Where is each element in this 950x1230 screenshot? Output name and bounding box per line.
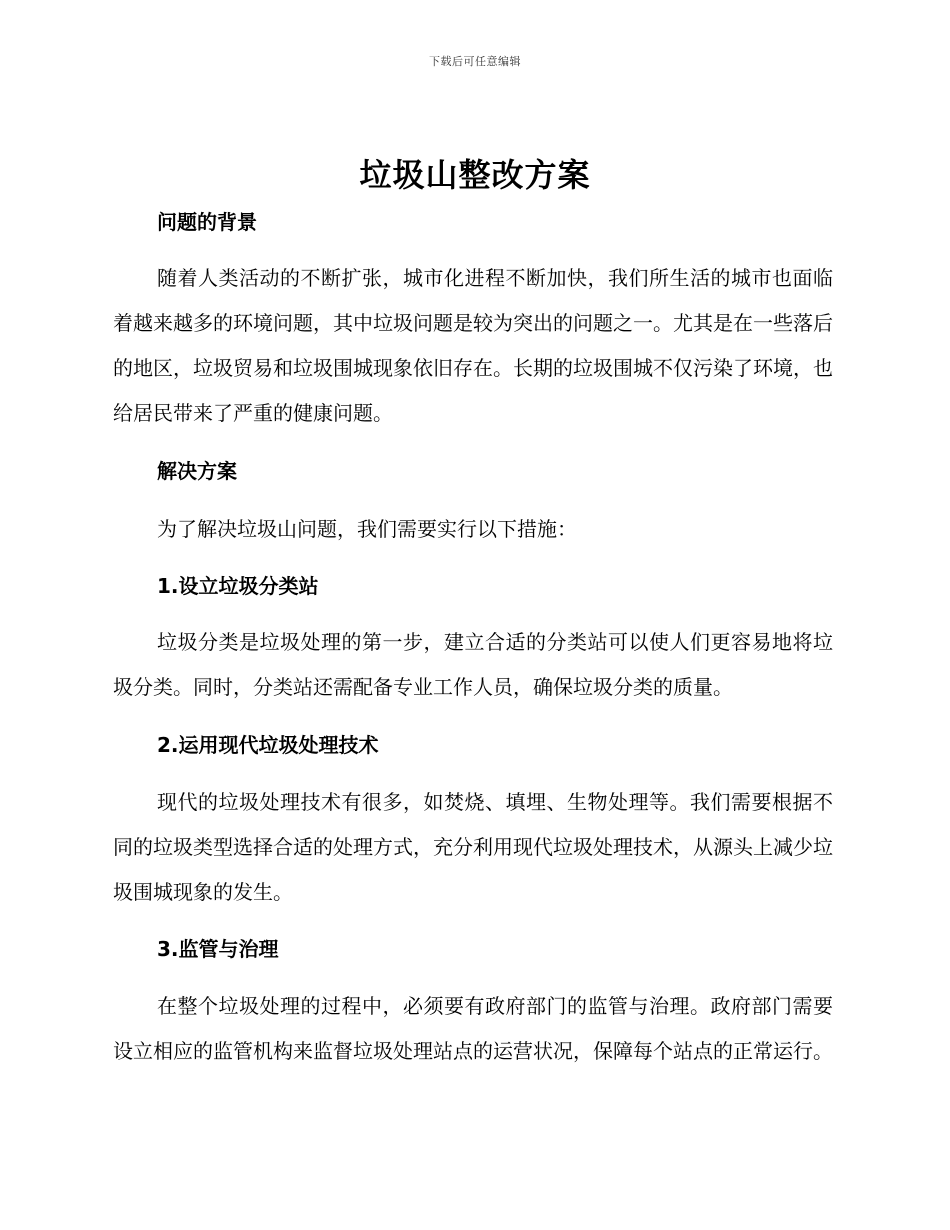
section-heading-background: 问题的背景 bbox=[157, 210, 257, 234]
item-paragraph-2: 现代的垃圾处理技术有很多，如焚烧、填埋、生物处理等。我们需要根据不同的垃圾类型选择合适的处理方式，充分利用现代垃圾处理技术，从源头上减少垃圾围城现象的发生。 bbox=[113, 790, 833, 904]
header-note: 下载后可任意编辑 bbox=[429, 55, 521, 68]
document-title: 垃圾山整改方案 bbox=[359, 156, 591, 194]
item-paragraph-3: 在整个垃圾处理的过程中，必须要有政府部门的监管与治理。政府部门需要设立相应的监管机构来监督垃圾处理站点的运营状况，保障每个站点的正常运行。 bbox=[113, 994, 833, 1063]
solution-lead: 为了解决垃圾山问题，我们需要实行以下措施： bbox=[157, 517, 577, 541]
item-paragraph-1: 垃圾分类是垃圾处理的第一步，建立合适的分类站可以使人们更容易地将垃圾分类。同时，分类站还需配备专业工作人员，确保垃圾分类的质量。 bbox=[113, 630, 833, 699]
item-heading-2: 2.运用现代垃圾处理技术 bbox=[157, 733, 379, 757]
section-heading-solution: 解决方案 bbox=[157, 459, 237, 483]
item-heading-1: 1.设立垃圾分类站 bbox=[157, 574, 319, 598]
item-heading-3: 3.监管与治理 bbox=[157, 937, 279, 961]
paragraph-background: 随着人类活动的不断扩张，城市化进程不断加快，我们所生活的城市也面临着越来越多的环境问题，其中垃圾问题是较为突出的问题之一。尤其是在一些落后的地区，垃圾贸易和垃圾围城现象依旧存在。长期的垃圾围城不仅污染了环境，也给居民带来了严重的健康问题。 bbox=[113, 266, 833, 425]
